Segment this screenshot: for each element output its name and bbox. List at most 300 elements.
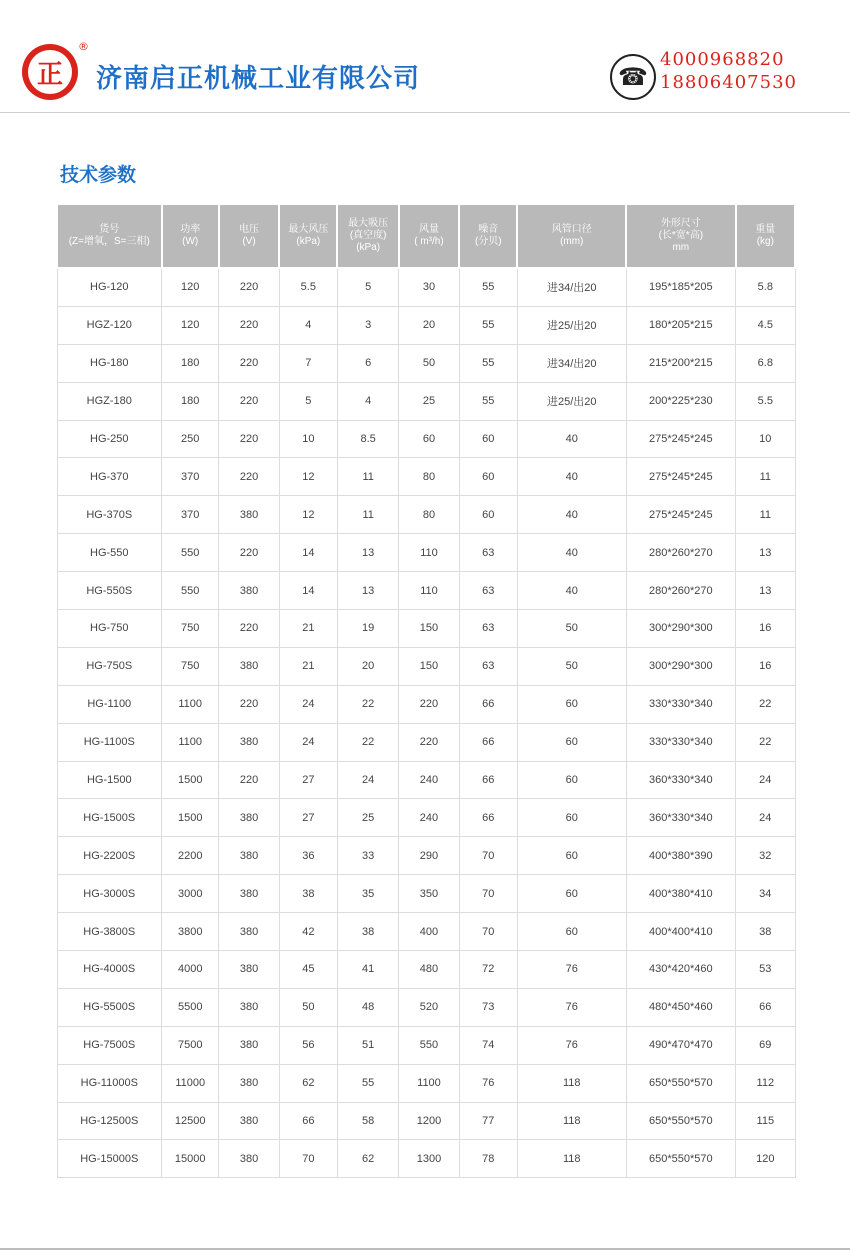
table-cell: 1300 [399,1140,459,1178]
table-cell: 195*185*205 [626,268,736,306]
table-row [57,382,795,420]
column-header-line: 噪音 [478,224,499,235]
table-cell: 19 [337,610,398,648]
table-cell: 215*200*215 [626,344,736,382]
column-header-line: (kPa) [296,236,321,247]
table-cell: 120 [162,268,219,306]
table-row [57,913,795,951]
column-header [337,204,398,268]
column-header-line: 风量 [418,224,439,235]
table-cell: 21 [279,647,337,685]
table-cell: 5 [279,382,337,420]
table-cell: 24 [736,761,795,799]
table-row [57,951,795,989]
table-cell: HG-2200S [57,837,162,875]
table-cell: HG-120 [57,268,162,306]
table-cell: HG-370 [57,458,162,496]
table-cell: 220 [219,382,279,420]
table-cell: 70 [459,837,517,875]
table-cell: 4 [337,382,398,420]
table-cell: 15000 [162,1140,219,1178]
table-cell: 80 [399,458,459,496]
table-cell: 400 [399,913,459,951]
column-header-line: (W) [182,236,199,247]
table-cell: 400*400*410 [626,913,736,951]
table-cell: 480 [399,951,459,989]
table-cell: HG-250 [57,420,162,458]
table-cell: 进25/出20 [517,382,626,420]
table-cell: 180 [162,344,219,382]
table-cell: 50 [279,988,337,1026]
table-cell: HG-550 [57,534,162,572]
table-cell: 66 [459,685,517,723]
table-cell: 40 [517,458,626,496]
column-header-line: ( m³/h) [414,236,444,247]
table-cell: 11000 [162,1064,219,1102]
table-cell: 69 [736,1026,795,1064]
table-cell: 380 [219,875,279,913]
table-cell: 25 [337,799,398,837]
table-cell: 220 [399,685,459,723]
table-cell: 66 [459,723,517,761]
table-row [57,723,795,761]
table-row [57,610,795,648]
logo-mark: 正 [28,50,72,94]
table-cell: 330*330*340 [626,723,736,761]
table-cell: 40 [517,420,626,458]
phone-number-2: 18806407530 [660,72,797,93]
column-header [219,204,279,268]
table-cell: 50 [399,344,459,382]
table-cell: 40 [517,496,626,534]
table-cell: 55 [459,382,517,420]
table-cell: 2200 [162,837,219,875]
table-cell: 1500 [162,761,219,799]
column-header-line: 电压 [239,224,260,235]
table-cell: 350 [399,875,459,913]
table-cell: HG-1100 [57,685,162,723]
column-header [57,204,162,268]
table-cell: 240 [399,761,459,799]
table-row [57,837,795,875]
column-header-line: 外形尺寸 [660,218,701,229]
table-cell: 62 [279,1064,337,1102]
table-cell: 118 [517,1140,626,1178]
table-cell: 330*330*340 [626,685,736,723]
table-cell: 5.8 [736,268,795,306]
table-cell: 53 [736,951,795,989]
table-cell: HGZ-180 [57,382,162,420]
table-cell: 11 [337,496,398,534]
table-cell: 275*245*245 [626,420,736,458]
table-row [57,1026,795,1064]
table-row [57,496,795,534]
table-cell: 380 [219,837,279,875]
table-cell: 36 [279,837,337,875]
column-header-line: (Z=增氧，S=三相) [68,236,150,247]
table-row [57,1064,795,1102]
table-cell: 51 [337,1026,398,1064]
table-cell: 66 [736,988,795,1026]
table-cell: 200*225*230 [626,382,736,420]
table-cell: 40 [517,572,626,610]
table-cell: 290 [399,837,459,875]
table-cell: 73 [459,988,517,1026]
table-cell: 76 [517,1026,626,1064]
table-cell: 35 [337,875,398,913]
table-cell: 1100 [162,685,219,723]
table-cell: 380 [219,1064,279,1102]
table-cell: 750 [162,647,219,685]
table-row [57,799,795,837]
table-cell: 24 [736,799,795,837]
table-cell: 550 [162,534,219,572]
table-cell: 48 [337,988,398,1026]
table-cell: 60 [517,685,626,723]
table-cell: 63 [459,572,517,610]
table-cell: 280*260*270 [626,572,736,610]
table-cell: 360*330*340 [626,799,736,837]
table-cell: 40 [517,534,626,572]
table-cell: 6.8 [736,344,795,382]
table-cell: 76 [459,1064,517,1102]
table-cell: 56 [279,1026,337,1064]
table-row [57,458,795,496]
table-cell: 380 [219,496,279,534]
table-cell: 115 [736,1102,795,1140]
column-header-line: 最大风压 [288,224,329,235]
table-cell: 13 [736,534,795,572]
table-cell: 24 [279,723,337,761]
header-divider [0,112,850,113]
table-cell: 11 [736,458,795,496]
table-cell: HG-750S [57,647,162,685]
table-cell: HGZ-120 [57,306,162,344]
company-name: 济南启正机械工业有限公司 [96,64,421,94]
table-cell: 490*470*470 [626,1026,736,1064]
spec-table [56,203,796,1178]
column-header-line: (真空度) [349,230,387,241]
column-header [279,204,337,268]
table-cell: 220 [219,534,279,572]
table-cell: 380 [219,1026,279,1064]
table-cell: 6 [337,344,398,382]
table-cell: HG-1100S [57,723,162,761]
table-cell: HG-3000S [57,875,162,913]
table-cell: 76 [517,988,626,1026]
table-cell: 275*245*245 [626,496,736,534]
section-title: 技术参数 [60,164,137,186]
column-header [459,204,517,268]
table-cell: HG-370S [57,496,162,534]
table-cell: 63 [459,534,517,572]
table-cell: 220 [219,685,279,723]
table-cell: 400*380*390 [626,837,736,875]
table-row [57,420,795,458]
table-cell: 150 [399,647,459,685]
table-cell: 5.5 [736,382,795,420]
table-cell: 45 [279,951,337,989]
column-header-line: (分贝) [474,236,502,247]
page-header [0,0,850,115]
table-row [57,685,795,723]
table-cell: 650*550*570 [626,1064,736,1102]
table-cell: 380 [219,723,279,761]
table-cell: 380 [219,913,279,951]
table-cell: 63 [459,647,517,685]
table-cell: 63 [459,610,517,648]
table-cell: 70 [459,875,517,913]
table-cell: HG-1500 [57,761,162,799]
table-cell: 280*260*270 [626,534,736,572]
table-cell: 650*550*570 [626,1140,736,1178]
table-cell: 32 [736,837,795,875]
table-cell: 进25/出20 [517,306,626,344]
table-cell: HG-5500S [57,988,162,1026]
table-cell: 22 [337,723,398,761]
table-row [57,1102,795,1140]
table-cell: 1500 [162,799,219,837]
table-cell: 70 [279,1140,337,1178]
table-cell: 380 [219,647,279,685]
table-cell: 275*245*245 [626,458,736,496]
table-cell: 60 [517,837,626,875]
table-cell: 72 [459,951,517,989]
table-cell: 220 [399,723,459,761]
table-cell: 16 [736,610,795,648]
table-cell: 33 [337,837,398,875]
table-cell: 21 [279,610,337,648]
table-cell: 27 [279,799,337,837]
table-cell: 60 [517,723,626,761]
column-header-line: 功率 [180,224,201,235]
table-cell: HG-15000S [57,1140,162,1178]
table-cell: 60 [459,420,517,458]
table-cell: 27 [279,761,337,799]
table-cell: 12 [279,458,337,496]
column-header [517,204,626,268]
table-cell: 1200 [399,1102,459,1140]
table-cell: 118 [517,1102,626,1140]
table-row [57,572,795,610]
table-cell: 480*450*460 [626,988,736,1026]
table-row [57,647,795,685]
table-cell: 38 [337,913,398,951]
table-cell: 60 [399,420,459,458]
table-cell: 3000 [162,875,219,913]
table-cell: 110 [399,572,459,610]
table-cell: HG-12500S [57,1102,162,1140]
table-cell: 380 [219,988,279,1026]
company-logo [22,44,78,100]
table-cell: 180*205*215 [626,306,736,344]
table-cell: 3800 [162,913,219,951]
table-cell: 24 [279,685,337,723]
table-cell: 70 [459,913,517,951]
table-cell: 1100 [162,723,219,761]
table-cell: 62 [337,1140,398,1178]
table-cell: 12 [279,496,337,534]
table-cell: 400*380*410 [626,875,736,913]
table-cell: 11 [337,458,398,496]
table-cell: 60 [517,761,626,799]
table-cell: 60 [517,799,626,837]
table-cell: 370 [162,458,219,496]
table-cell: 14 [279,572,337,610]
table-cell: 10 [736,420,795,458]
table-cell: 20 [337,647,398,685]
table-cell: 520 [399,988,459,1026]
table-cell: 50 [517,610,626,648]
column-header [162,204,219,268]
table-cell: 77 [459,1102,517,1140]
table-row [57,534,795,572]
table-cell: 300*290*300 [626,647,736,685]
table-cell: 220 [219,458,279,496]
table-cell: 7 [279,344,337,382]
table-cell: 8.5 [337,420,398,458]
table-cell: 50 [517,647,626,685]
table-row [57,988,795,1026]
table-body [57,268,795,1178]
table-cell: 220 [219,344,279,382]
table-cell: 66 [279,1102,337,1140]
table-cell: 66 [459,799,517,837]
table-cell: 66 [459,761,517,799]
column-header-line: (V) [242,236,256,247]
table-header-row [57,204,795,268]
table-cell: 80 [399,496,459,534]
table-cell: 55 [459,306,517,344]
table-cell: 24 [337,761,398,799]
table-cell: 4000 [162,951,219,989]
table-row [57,1140,795,1178]
column-header [736,204,795,268]
table-cell: 300*290*300 [626,610,736,648]
table-cell: 60 [517,913,626,951]
table-cell: 120 [162,306,219,344]
phone-numbers [660,48,797,94]
column-header-line: (kPa) [356,242,381,253]
column-header [399,204,459,268]
table-cell: 14 [279,534,337,572]
table-cell: 74 [459,1026,517,1064]
table-cell: 240 [399,799,459,837]
table-cell: 10 [279,420,337,458]
table-cell: 220 [219,610,279,648]
table-cell: 220 [219,268,279,306]
table-row [57,268,795,306]
table-cell: 38 [279,875,337,913]
table-cell: 25 [399,382,459,420]
table-row [57,761,795,799]
table-cell: 30 [399,268,459,306]
registered-mark: ® [78,40,89,53]
table-cell: 58 [337,1102,398,1140]
table-cell: 3 [337,306,398,344]
table-cell: 7500 [162,1026,219,1064]
table-cell: 60 [459,496,517,534]
table-cell: HG-7500S [57,1026,162,1064]
table-cell: 5500 [162,988,219,1026]
table-cell: HG-180 [57,344,162,382]
table-cell: 42 [279,913,337,951]
column-header-line: (kg) [756,236,774,247]
table-cell: HG-3800S [57,913,162,951]
table-cell: 380 [219,951,279,989]
table-cell: 380 [219,1140,279,1178]
column-header-line: 货号 [99,224,120,235]
table-cell: HG-750 [57,610,162,648]
table-cell: 370 [162,496,219,534]
table-cell: 650*550*570 [626,1102,736,1140]
table-cell: 60 [459,458,517,496]
table-cell: 78 [459,1140,517,1178]
table-cell: 5 [337,268,398,306]
table-cell: 5.5 [279,268,337,306]
table-cell: 118 [517,1064,626,1102]
table-cell: 13 [337,534,398,572]
table-cell: 55 [337,1064,398,1102]
column-header [626,204,736,268]
column-header-line: (mm) [560,236,584,247]
table-cell: 120 [736,1140,795,1178]
table-cell: 55 [459,344,517,382]
column-header-line: 风管口径 [551,224,592,235]
table-cell: 220 [219,761,279,799]
table-cell: 550 [162,572,219,610]
table-cell: 20 [399,306,459,344]
footer-line [0,1248,850,1250]
table-cell: 430*420*460 [626,951,736,989]
table-cell: 750 [162,610,219,648]
table-cell: 41 [337,951,398,989]
table-cell: 13 [736,572,795,610]
table-cell: 180 [162,382,219,420]
table-cell: 112 [736,1064,795,1102]
table-cell: 380 [219,572,279,610]
table-row [57,344,795,382]
table-cell: 4.5 [736,306,795,344]
telephone-icon: ☎ [610,54,656,100]
table-cell: HG-1500S [57,799,162,837]
table-cell: 60 [517,875,626,913]
table-cell: 220 [219,306,279,344]
table-cell: 22 [736,685,795,723]
column-header-line: mm [672,242,690,253]
table-cell: 38 [736,913,795,951]
table-cell: 13 [337,572,398,610]
table-cell: 34 [736,875,795,913]
column-header-line: 重量 [755,224,776,235]
column-header-line: 最大吸压 [348,218,389,229]
column-header-line: (长*宽*高) [658,230,704,241]
table-cell: HG-4000S [57,951,162,989]
table-cell: 4 [279,306,337,344]
table-cell: 380 [219,799,279,837]
table-cell: 380 [219,1102,279,1140]
table-row [57,875,795,913]
table-cell: 1100 [399,1064,459,1102]
table-cell: HG-11000S [57,1064,162,1102]
table-row [57,306,795,344]
table-cell: 550 [399,1026,459,1064]
table-cell: 进34/出20 [517,344,626,382]
table-cell: 进34/出20 [517,268,626,306]
phone-number-1: 4000968820 [660,49,785,70]
table-cell: 12500 [162,1102,219,1140]
table-cell: 11 [736,496,795,534]
